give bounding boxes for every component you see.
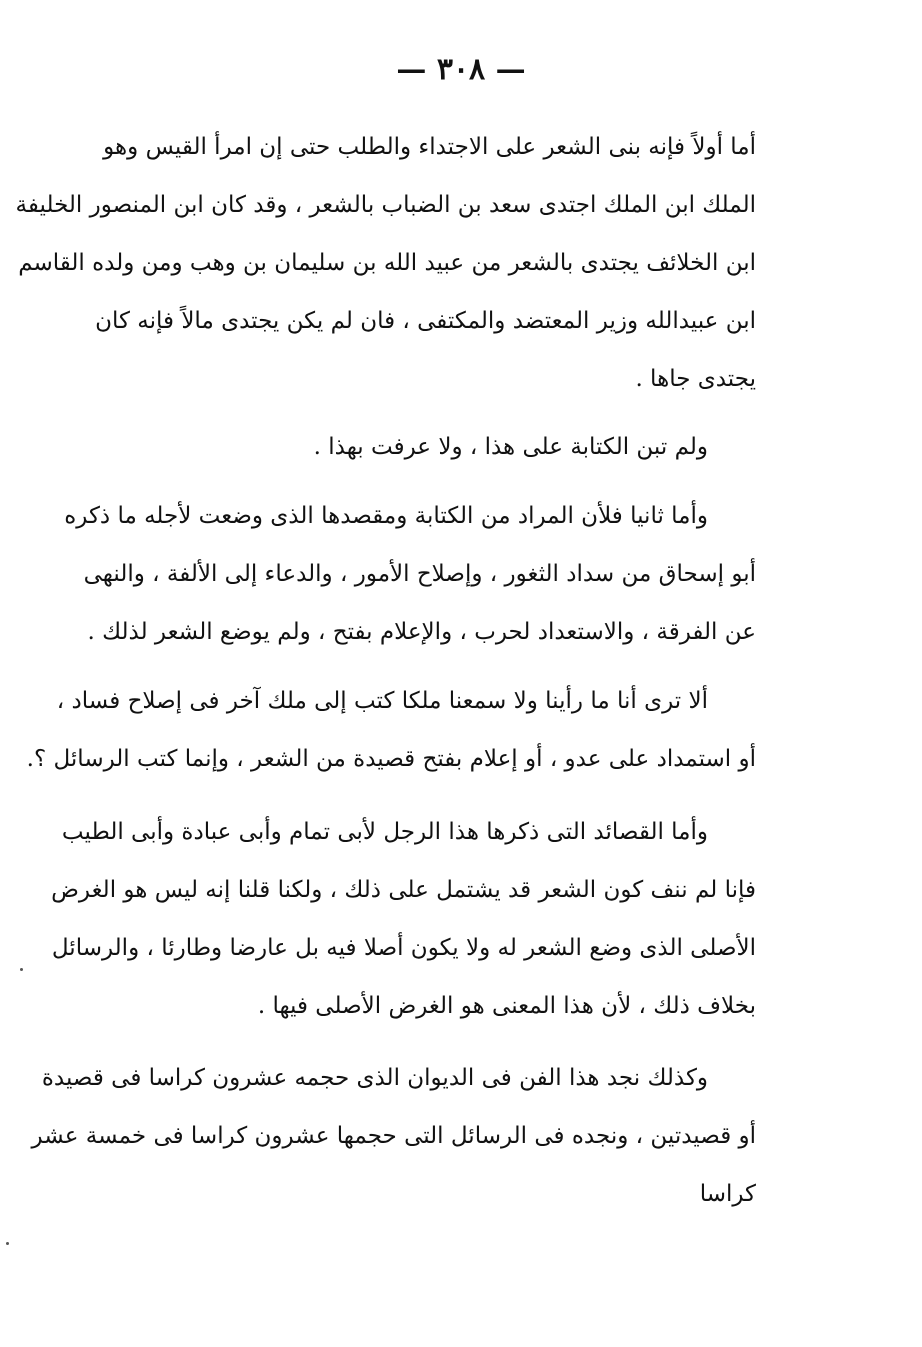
page-number: — ٣٠٨ — (396, 52, 526, 87)
text-line: ألا ترى أنا ما رأينا ولا سمعنا ملكا كتب إلى ملك آخر فى إصلاح فساد ، (56, 688, 708, 714)
text-line: أما أولاً فإنه بنى الشعر على الاجتداء والطلب حتى إن امرأ القيس وهو (103, 134, 756, 160)
text-line: عن الفرقة ، والاستعداد لحرب ، والإعلام بفتح ، ولم يوضع الشعر لذلك . (87, 619, 756, 645)
paragraph-6 (31, 1049, 756, 1223)
scan-speck (20, 968, 23, 971)
text-line: يجتدى جاها . (635, 366, 756, 392)
paragraph-3 (64, 487, 756, 661)
text-line: أبو إسحاق من سداد الثغور ، وإصلاح الأمور ، والدعاء إلى الألفة ، والنهى (83, 561, 756, 587)
text-line: ابن الخلائف يجتدى بالشعر من عبيد الله بن سليمان بن وهب ومن ولده القاسم (18, 250, 756, 276)
text-line: ولم تبن الكتابة على هذا ، ولا عرفت بهذا . (313, 434, 708, 460)
text-line: كراسا (699, 1181, 756, 1207)
text-line: ابن عبيدالله وزير المعتضد والمكتفى ، فان لم يكن يجتدى مالاً فإنه كان (95, 308, 756, 334)
text-line: أو استمداد على عدو ، أو إعلام بفتح قصيدة من الشعر ، وإنما كتب الرسائل ؟. (26, 746, 756, 772)
text-line: وكذلك نجد هذا الفن فى الديوان الذى حجمه عشرون كراسا فى قصيدة (41, 1065, 708, 1091)
text-line: الأصلى الذى وضع الشعر له ولا يكون أصلا فيه بل عارضا وطارئا ، والرسائل (51, 935, 756, 961)
text-line: وأما القصائد التى ذكرها هذا الرجل لأبى تمام وأبى عبادة وأبى الطيب (61, 819, 708, 845)
paragraph-2 (108, 418, 756, 476)
text-line: وأما ثانيا فلأن المراد من الكتابة ومقصدها الذى وضعت لأجله ما ذكره (64, 503, 708, 529)
paragraph-5 (51, 803, 756, 1035)
paragraph-1 (15, 118, 756, 408)
text-line: بخلاف ذلك ، لأن هذا المعنى هو الغرض الأصلى فيها . (257, 993, 756, 1019)
text-line: الملك ابن الملك اجتدى سعد بن الضباب بالشعر ، وقد كان ابن المنصور الخليفة (15, 192, 756, 218)
text-line: أو قصيدتين ، ونجده فى الرسائل التى حجمها عشرون كراسا فى خمسة عشر (31, 1123, 756, 1149)
scan-speck (6, 1242, 9, 1245)
text-line: فإنا لم ننف كون الشعر قد يشتمل على ذلك ، ولكنا قلنا إنه ليس هو الغرض (51, 877, 756, 903)
paragraph-4 (26, 672, 756, 788)
